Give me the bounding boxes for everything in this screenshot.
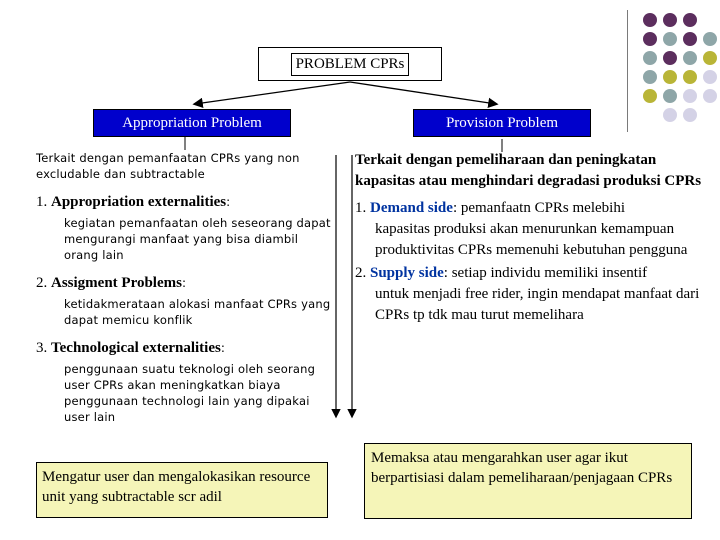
title-box (258, 47, 442, 81)
item-colon: : (226, 195, 231, 209)
appropriation-content (36, 150, 336, 425)
item-text: : setiap individu memiliki insentif (443, 265, 648, 281)
appropriation-item (36, 340, 336, 357)
item-description: penggunaan suatu teknologi oleh seorang user CPRs akan meningkatkan biaya penggunaan technologi lain yang dipakai user lain (64, 362, 316, 424)
provision-problem-box (413, 109, 591, 137)
item-label: Assigment Problems (51, 275, 182, 291)
item-number: 1. (36, 194, 48, 210)
item-text: : pemanfaatn CPRs melebihi (452, 200, 625, 216)
appropriation-intro: Terkait dengan pemanfaatan CPRs yang non excludable dan subtractable (36, 151, 300, 181)
item-number: 3. (36, 340, 48, 356)
provision-content (355, 150, 711, 326)
provision-item (355, 263, 711, 326)
item-text-continued: untuk menjadi free rider, ingin mendapat manfaat dari CPRs tp tdk mau turut memelihara (375, 286, 700, 323)
item-label: Appropriation externalities (51, 194, 227, 210)
item-number: 1. (355, 200, 367, 216)
appropriation-solution-text: Mengatur user dan mengalokasikan resource unit yang subtractable scr adil (42, 469, 311, 505)
appropriation-problem-box (93, 109, 291, 137)
appropriation-solution-box (36, 462, 328, 518)
provision-item (355, 198, 711, 261)
provision-problem-label: Provision Problem (445, 114, 559, 131)
arrow-to-provision (350, 82, 496, 104)
item-label: Supply side (370, 265, 444, 281)
item-description: kegiatan pemanfaatan oleh seseorang dapat mengurangi manfaat yang bisa diambil orang lain (64, 216, 331, 262)
item-text-continued: kapasitas produksi akan menurunkan kemampuan produktivitas CPRs memenuhi kebutuhan pengguna (375, 221, 688, 258)
item-colon: : (220, 341, 225, 355)
appropriation-item (36, 275, 336, 292)
appropriation-problem-label: Appropriation Problem (122, 114, 262, 131)
provision-solution-box (364, 443, 692, 519)
item-number: 2. (355, 265, 367, 281)
item-label: Demand side (370, 200, 453, 216)
item-label: Technological externalities (51, 340, 221, 356)
page-title: PROBLEM CPRs (291, 53, 410, 76)
item-colon: : (181, 276, 187, 290)
provision-intro: Terkait dengan pemeliharaan dan peningkatan kapasitas atau menghindari degradasi produksi CPRs (355, 152, 702, 189)
item-description: ketidakmerataan alokasi manfaat CPRs yang dapat memicu konflik (64, 297, 331, 327)
item-number: 2. (36, 275, 48, 291)
provision-solution-text: Memaksa atau mengarahkan user agar ikut berpartisiasi dalam pemeliharaan/penjagaan CPRs (371, 450, 673, 486)
appropriation-item (36, 194, 336, 211)
arrow-to-appropriation (195, 82, 350, 104)
